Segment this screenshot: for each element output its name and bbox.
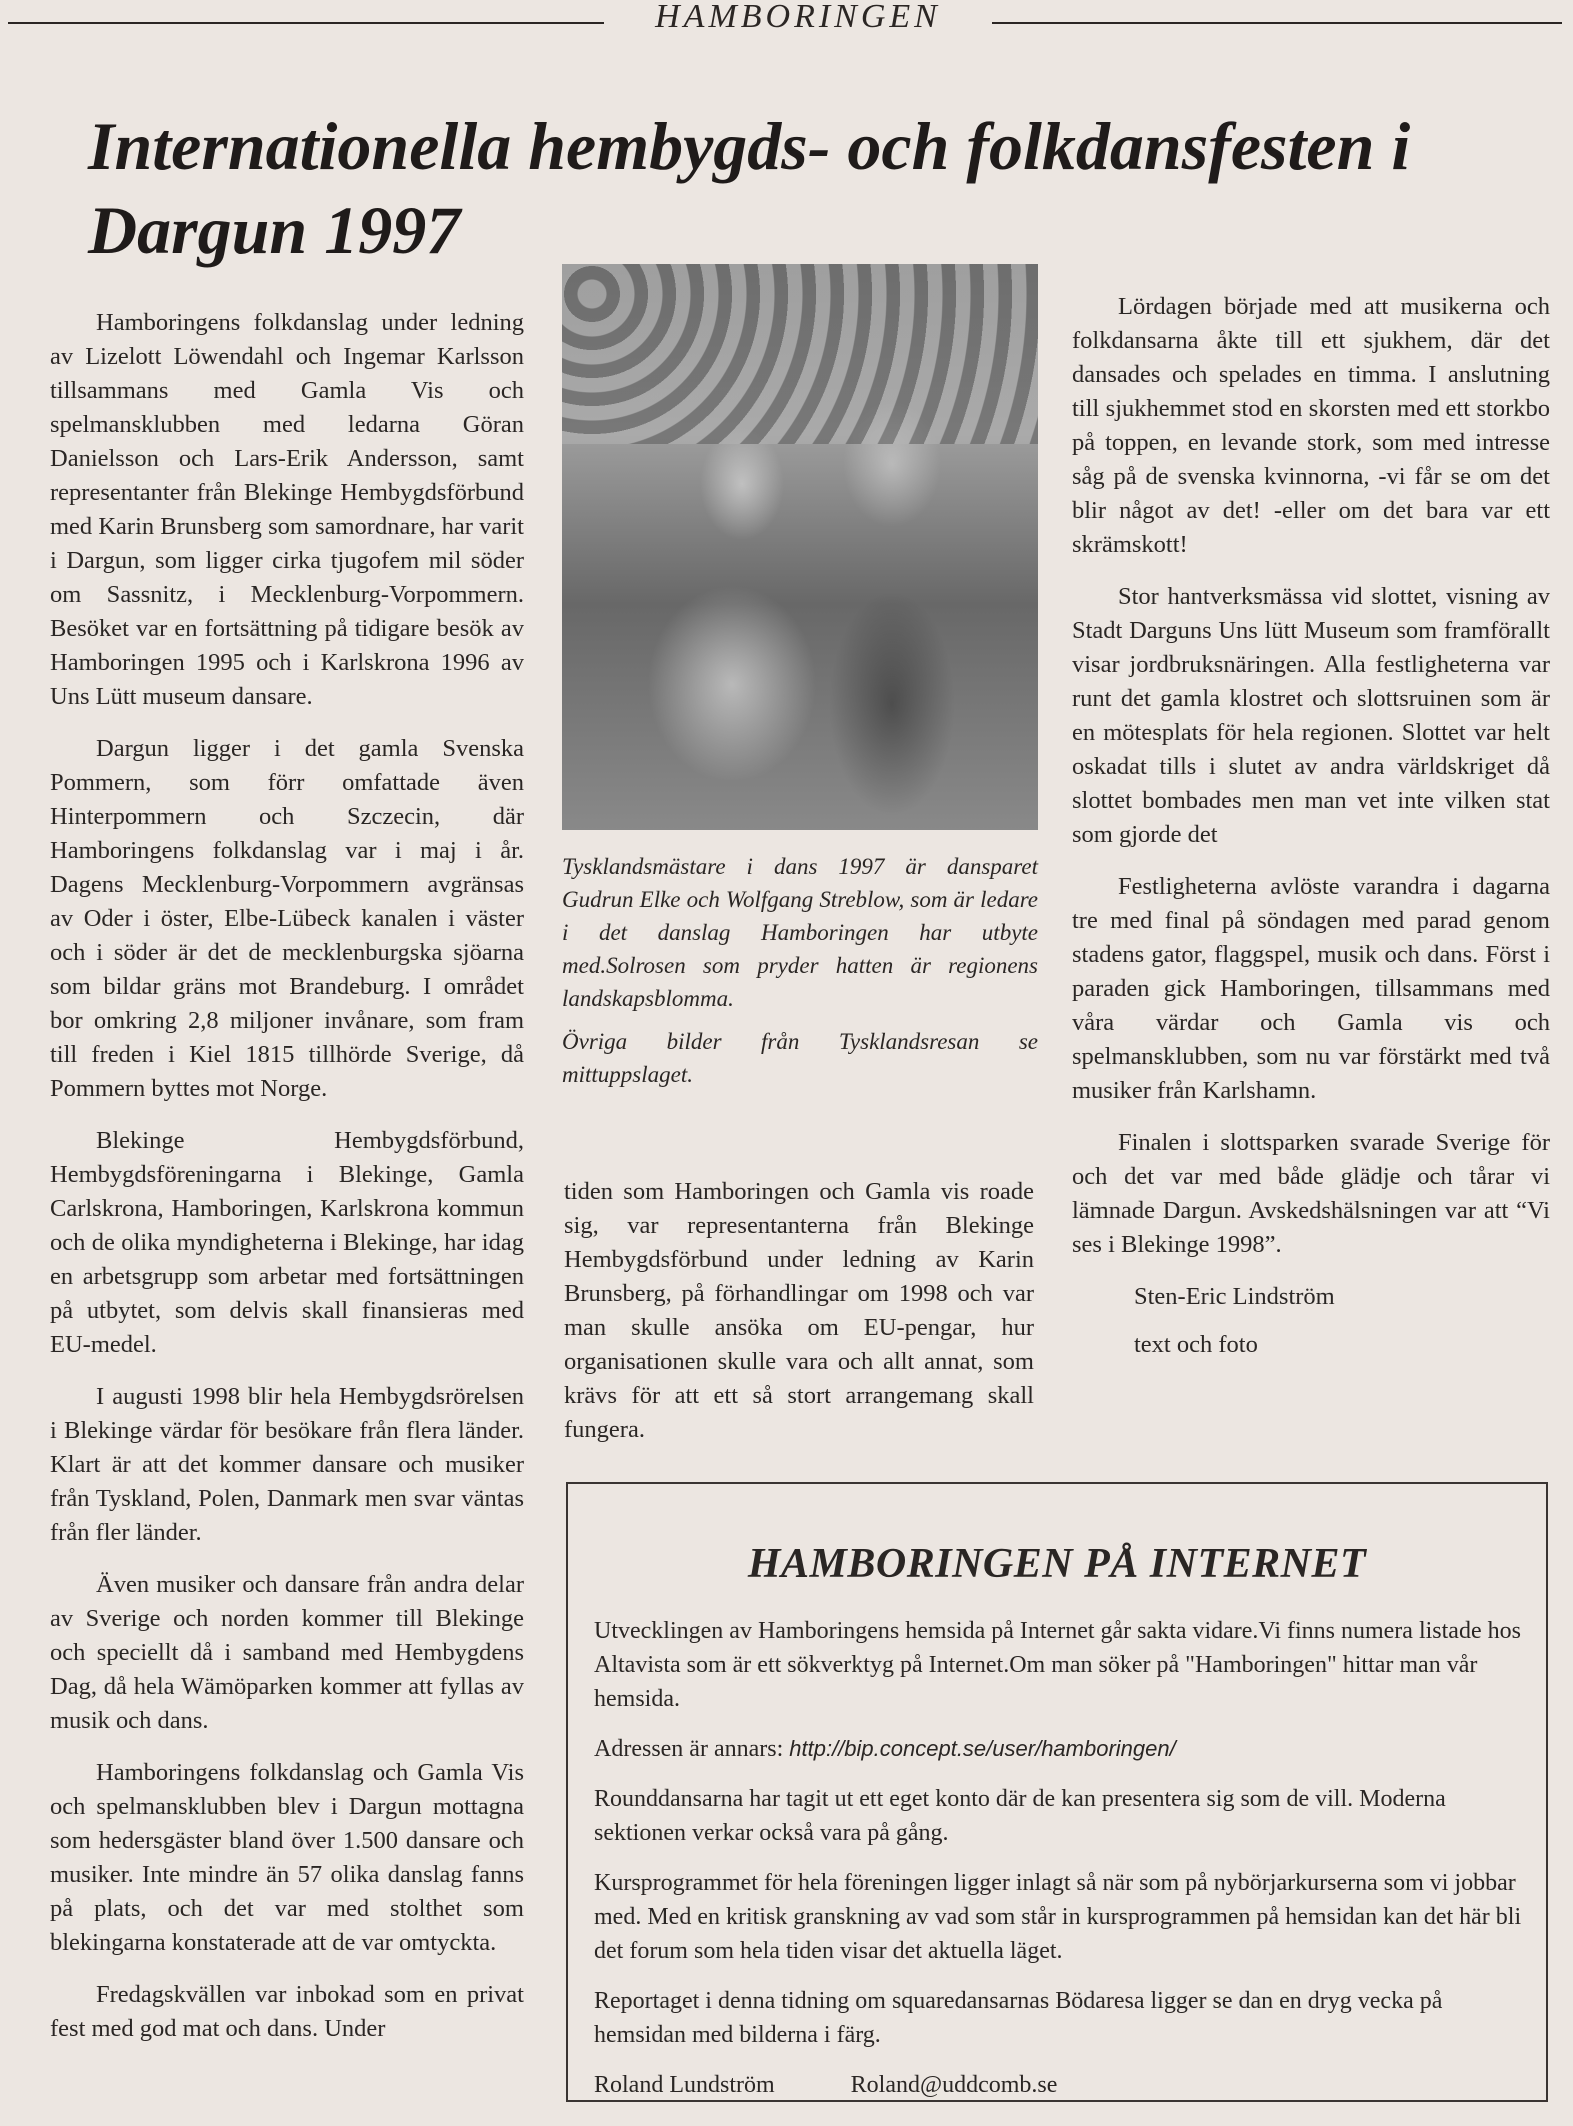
internet-box-title: HAMBORINGEN PÅ INTERNET — [747, 1541, 1367, 1587]
paragraph: tiden som Hamboringen och Gamla vis roade sig, var representanterna från Blekinge Hembygdsförbund under ledning av Karin Brunsberg, på förhandlingar om 1998 och var man skulle ansöka om EU-pengar, hur organisationen skulle vara och allt annat, som krävs för att ett så stort arrangemang skall fungera. — [564, 1178, 1034, 1443]
paragraph: Blekinge Hembygdsförbund, Hembygdsföreningarna i Blekinge, Gamla Carlskrona, Hamboringen, Karlskrona kommun och de olika myndigheterna i Blekinge, har idag en arbetsgrupp som arbetar med fortsättningen på utbytet, som delvis skall finansieras med EU-medel. — [50, 1127, 524, 1358]
paragraph: Även musiker och dansare från andra delar av Sverige och norden kommer till Blekinge och speciellt då i samband med Hembygdens Dag, då hela Wämöparken kommer att fyllas av musik och dans. — [50, 1571, 524, 1734]
paragraph: Fredagskvällen var inbokad som en privat fest med god mat och dans. Under — [50, 1981, 524, 2042]
paragraph: Stor hantverksmässa vid slottet, visning av Stadt Darguns Uns lütt Museum som framförallt visar jordbruksnäringen. Alla festligheterna var runt det gamla klostret och slottsruinen som är en mötesplats för hela regionen. Slottet var helt oskadat tills i slutet av andra världskriget då slottet bombades men man vet inte vilken stat som gjorde det — [1072, 583, 1550, 848]
internet-box — [566, 1482, 1548, 2102]
address-line — [594, 1732, 1524, 1766]
paragraph: Utvecklingen av Hamboringens hemsida på Internet går sakta vidare.Vi finns numera listade hos Altavista som är ett sökverktyg på Internet.Om man söker på "Hamboringen" hittar man vår hemsida. — [594, 1618, 1521, 1712]
masthead-rule-left — [8, 22, 604, 24]
box-author: Roland Lundström — [594, 2072, 775, 2098]
paragraph: Dargun ligger i det gamla Svenska Pommern, som förr omfattade även Hinterpommern och Szczecin, där Hamboringens folkdanslag var i maj i år. Dagens Mecklenburg-Vorpommern avgränsas av Oder i öster, Elbe-Lübeck kanalen i väster och i söder är det de mecklenburgska sjöarna som bildar gräns mot Brandeburg. I området bor omkring 2,8 miljoner invånare, som fram till freden i Kiel 1815 tillhörde Sverige, då Pommern byttes mot Norge. — [50, 735, 524, 1102]
website-url: http://bip.concept.se/user/hamboringen/ — [789, 1736, 1176, 1761]
photo-crowd-background — [562, 264, 1038, 444]
signature-name: Sten-Eric Lindström — [1134, 1283, 1335, 1310]
article-column-3 — [1072, 290, 1550, 1376]
paragraph: Reportaget i denna tidning om squaredansarnas Bödaresa ligger se dan en dryg vecka på hemsidan med bilderna i färg. — [594, 1988, 1443, 2048]
article-headline: Internationella hembygds- och folkdansfesten i Dargun 1997 — [88, 108, 1411, 268]
photo-caption — [562, 850, 1038, 1101]
paragraph: Lördagen började med att musikerna och folkdansarna åkte till ett sjukhem, där det dansades och spelades en timma. I anslutning till sjukhemmet stod en skorsten med ett storkbo på toppen, en levande stork, som med intresse såg på de svenska kvinnorna, -vi får se om det blir något av det! -eller om det bara var ett skrämskott! — [1072, 293, 1550, 558]
dance-couple-photo — [562, 264, 1038, 830]
masthead-rule-right — [992, 22, 1562, 24]
paragraph: Hamboringens folkdanslag och Gamla Vis och spelmansklubben blev i Dargun mottagna som hedersgäster bland över 1.500 dansare och musiker. Inte mindre än 57 olika danslag fanns på plats, och det var med stolthet som blekingarna konstaterade att de var omtyckta. — [50, 1759, 524, 1956]
paragraph: Festligheterna avlöste varandra i dagarna tre med final på söndagen med parad genom stadens gator, flaggspel, musik och dans. Först i paraden gick Hamboringen, tillsammans med våra värdar och Gamla vis och spelmansklubben, som nu var förstärkt med två musiker från Karlshamn. — [1072, 873, 1550, 1104]
internet-box-body — [594, 1614, 1524, 2118]
caption-note: Övriga bilder från Tysklandsresan se mittuppslaget. — [562, 1029, 1038, 1087]
article-column-1 — [50, 306, 524, 2064]
box-footer — [594, 2068, 1524, 2102]
address-label: Adressen är annars: — [594, 1736, 790, 1762]
box-email: Roland@uddcomb.se — [850, 2072, 1058, 2098]
signature-role: text och foto — [1134, 1331, 1258, 1358]
paragraph: Kursprogrammet för hela föreningen ligger inlagt så när som på nybörjarkurserna som vi jobbar med. Med en kritisk granskning av vad som står in kursprogrammen på hemsidan kan det här bli det forum som hela tiden visar det aktuella läget. — [594, 1870, 1522, 1964]
paragraph: Rounddansarna har tagit ut ett eget konto där de kan presentera sig som de vill. Moderna sektionen verkar också vara på gång. — [594, 1786, 1446, 1846]
caption-text: Tysklandsmästare i dans 1997 är dansparet Gudrun Elke och Wolfgang Streblow, som är ledare i det danslag Hamboringen har utbyte med.Solrosen som pryder hatten är regionens landskapsblomma. — [562, 854, 1038, 1011]
masthead — [0, 0, 1573, 40]
article-column-2 — [564, 1175, 1034, 1465]
paragraph: Finalen i slottsparken svarade Sverige för och det var med både glädje och tårar vi lämnade Dargun. Avskedshälsningen var att “Vi ses i Blekinge 1998”. — [1072, 1129, 1550, 1258]
paragraph: Hamboringens folkdanslag under ledning av Lizelott Löwendahl och Ingemar Karlsson tillsammans med Gamla Vis och spelmansklubben med ledarna Göran Danielsson och Lars-Erik Andersson, samt representanter från Blekinge Hembygdsförbund med Karin Brunsberg som samordnare, har varit i Dargun, som ligger cirka tjugofem mil söder om Sassnitz, i Mecklenburg-Vorpommern. Besöket var en fortsättning på tidigare besök av Hamboringen 1995 och i Karlskrona 1996 av Uns Lütt museum dansare. — [50, 309, 524, 710]
paragraph: I augusti 1998 blir hela Hembygdsrörelsen i Blekinge värdar för besökare från flera länder. Klart är att det kommer dansare och musiker från Tyskland, Polen, Danmark men svar väntas från fler länder. — [50, 1383, 524, 1546]
masthead-name: HAMBORINGEN — [655, 0, 941, 35]
